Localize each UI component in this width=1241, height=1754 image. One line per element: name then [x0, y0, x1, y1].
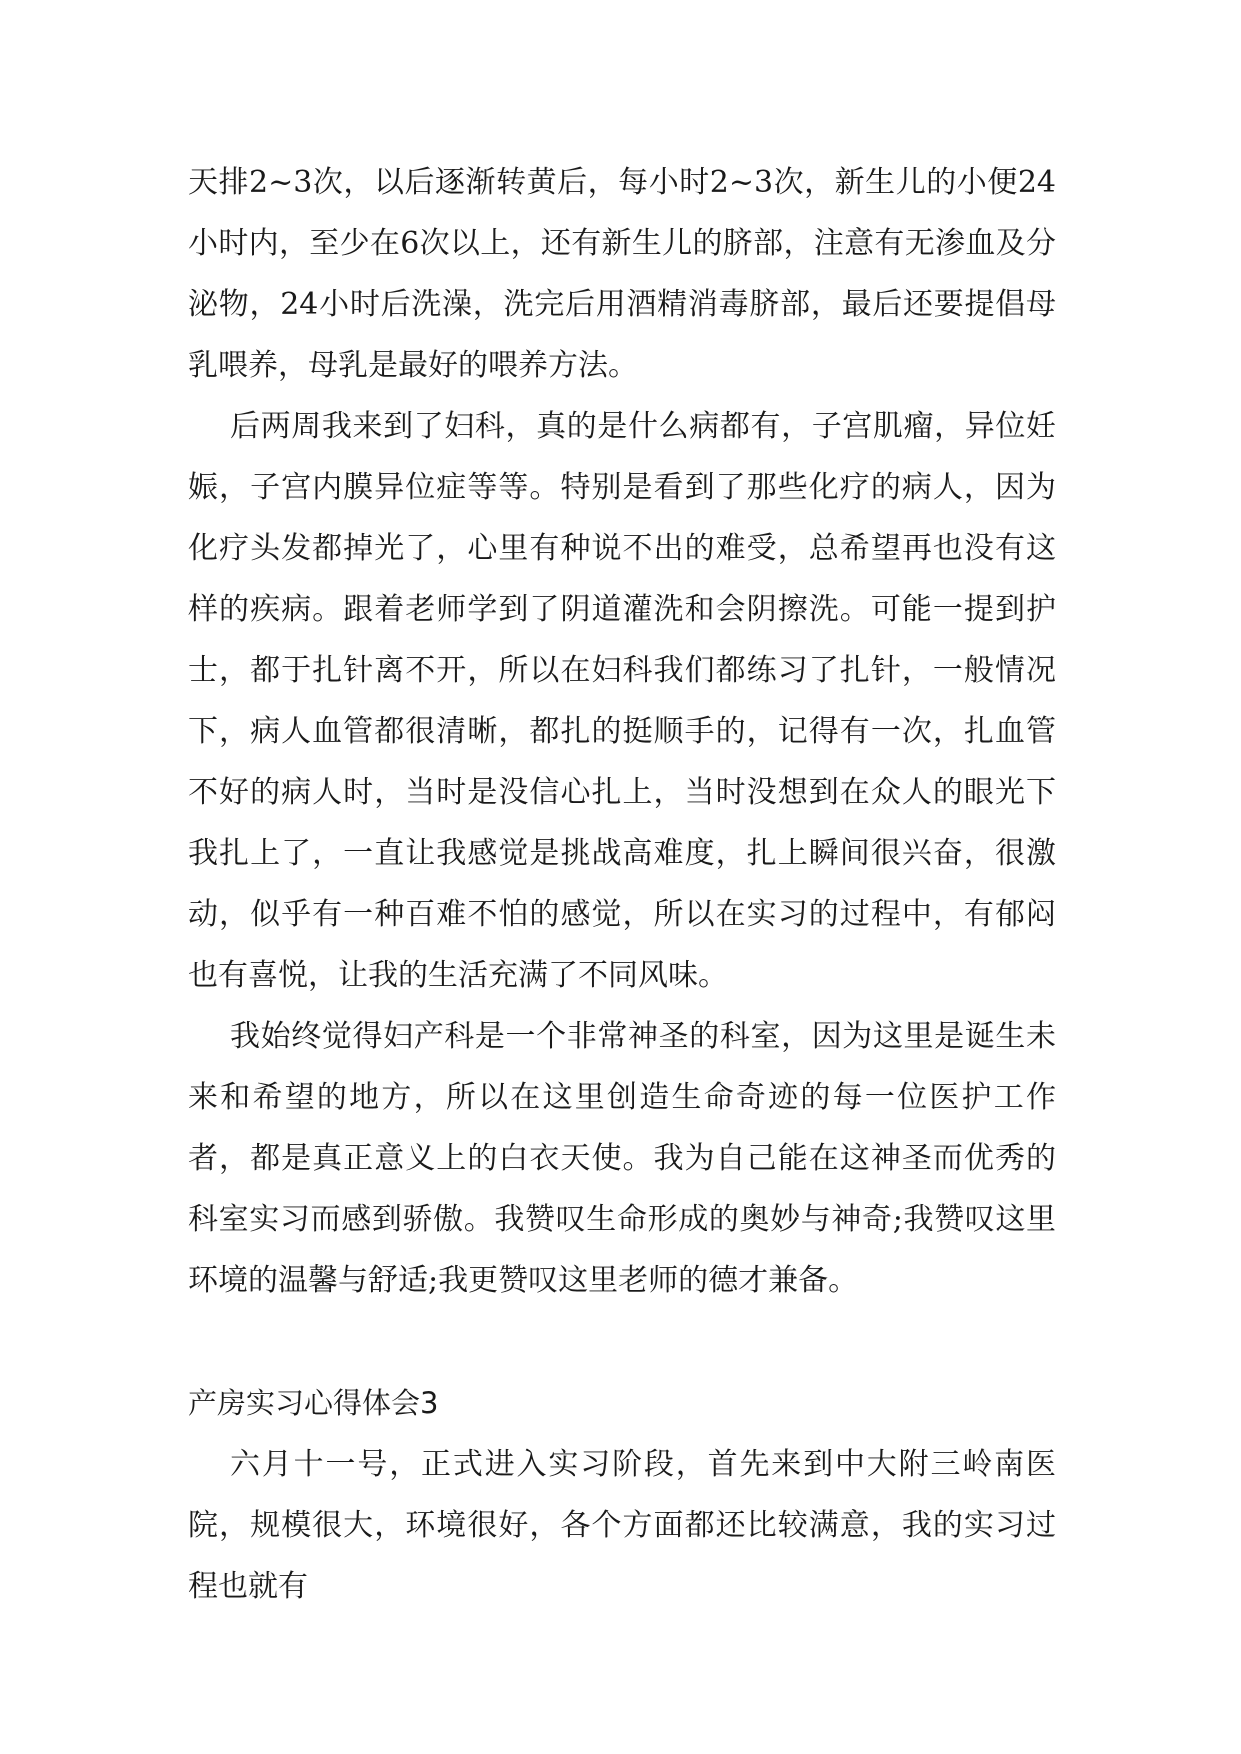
- section-heading: 产房实习心得体会3: [188, 1386, 439, 1420]
- paragraph-intro: 六月十一号，正式进入实习阶段，首先来到中大附三岭南医院，规模很大，环境很好，各个方面都还比较满意，我的实习过程也就有: [188, 1447, 1056, 1604]
- paragraph-continuation: 天排2~3次，以后逐渐转黄后，每小时2~3次，新生儿的小便24小时内，至少在6次以上，还有新生儿的脐部，注意有无渗血及分泌物，24小时后洗澡，洗完后用酒精消毒脐部，最后还要提倡母乳喂养，母乳是最好的喂养方法。: [188, 165, 1056, 383]
- paragraph-gynecology: 后两周我来到了妇科，真的是什么病都有，子宫肌瘤，异位妊娠，子宫内膜异位症等等。特别是看到了那些化疗的病人，因为化疗头发都掉光了，心里有种说不出的难受，总希望再也没有这样的疾病。跟着老师学到了阴道灌洗和会阴擦洗。可能一提到护士，都于扎针离不开，所以在妇科我们都练习了扎针，一般情况下，病人血管都很清晰，都扎的挺顺手的，记得有一次，扎血管不好的病人时，当时是没信心扎上，当时没想到在众人的眼光下我扎上了，一直让我感觉是挑战高难度，扎上瞬间很兴奋，很激动，似乎有一种百难不怕的感觉，所以在实习的过程中，有郁闷也有喜悦，让我的生活充满了不同风味。: [188, 409, 1056, 993]
- paragraph-conclusion: 我始终觉得妇产科是一个非常神圣的科室，因为这里是诞生未来和希望的地方，所以在这里创造生命奇迹的每一位医护工作者，都是真正意义上的白衣天使。我为自己能在这神圣而优秀的科室实习而感到骄傲。我赞叹生命形成的奥妙与神奇;我赞叹这里环境的温馨与舒适;我更赞叹这里老师的德才兼备。: [188, 1019, 1056, 1298]
- document-body: [188, 152, 1056, 1617]
